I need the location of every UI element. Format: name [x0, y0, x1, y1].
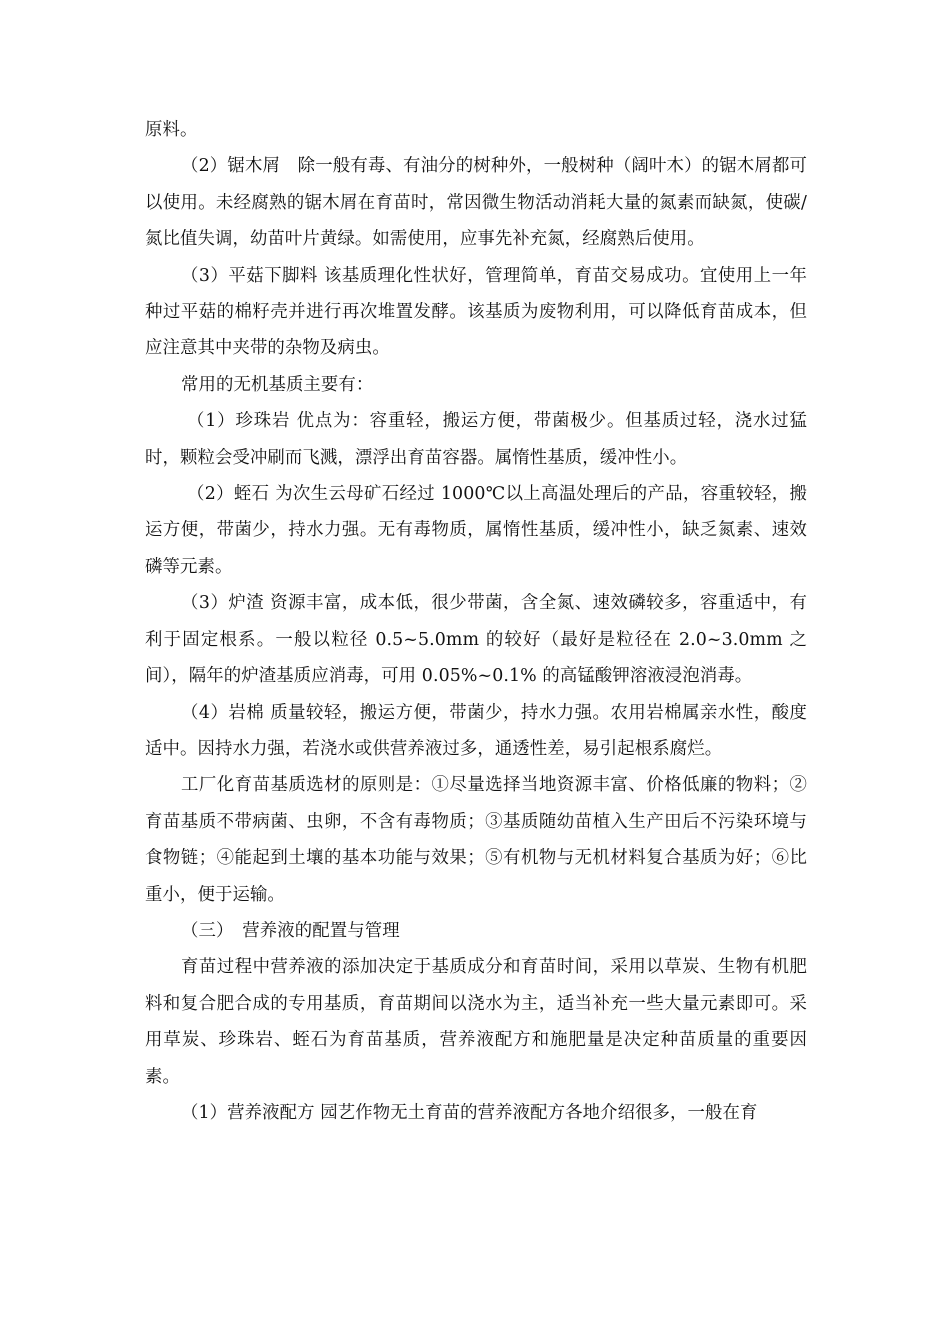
- paragraph-nutrient-formula: （1）营养液配方 园艺作物无土育苗的营养液配方各地介绍很多，一般在育: [181, 1102, 758, 1123]
- paragraph-continuation: 原料。: [145, 120, 198, 140]
- document-page: [145, 112, 807, 1131]
- paragraph-rockwool: （4）岩棉 质量较轻，搬运方便，带菌少，持水力强。农用岩棉属亲水性，酸度适中。因持水力强，若浇水或供营养液过多，通透性差，易引起根系腐烂。: [145, 702, 807, 759]
- paragraph-mushroom-residue: （3）平菇下脚料 该基质理化性状好，管理简单，育苗交易成功。宜使用上一年种过平菇的棉籽壳并进行再次堆置发酵。该基质为废物利用，可以降低育苗成本，但应注意其中夹带的杂物及病虫。: [145, 265, 807, 359]
- paragraph-inorganic-intro: 常用的无机基质主要有：: [181, 374, 374, 395]
- paragraph-sawdust: （2）锯木屑 除一般有毒、有油分的树种外，一般树种（阔叶木）的锯木屑都可以使用。未经腐熟的锯木屑在育苗时，常因微生物活动消耗大量的氮素而缺氮，使碳/氮比值失调，幼苗叶片黄绿。如需使用，应事先补充氮，经腐熟后使用。: [145, 156, 807, 250]
- paragraph-perlite: （1）珍珠岩 优点为：容重轻，搬运方便，带菌极少。但基质过轻，浇水过猛时，颗粒会受冲刷而飞溅，漂浮出育苗容器。属惰性基质，缓冲性小。: [145, 411, 807, 468]
- paragraph-vermiculite: （2）蛭石 为次生云母矿石经过 1000℃以上高温处理后的产品，容重较轻，搬运方便，带菌少，持水力强。无有毒物质，属惰性基质，缓冲性小，缺乏氮素、速效磷等元素。: [145, 484, 807, 577]
- paragraph-selection-principles: 工厂化育苗基质选材的原则是：①尽量选择当地资源丰富、价格低廉的物料；②育苗基质不带病菌、虫卵，不含有毒物质；③基质随幼苗植入生产田后不污染环境与食物链；④能起到土壤的基本功能与效果；⑤有机物与无机材料复合基质为好；⑥比重小，便于运输。: [145, 775, 807, 905]
- section-heading-nutrient-solution: （三） 营养液的配置与管理: [181, 920, 400, 941]
- paragraph-slag: （3）炉渣 资源丰富，成本低，很少带菌，含全氮、速效磷较多，容重适中，有利于固定根系。一般以粒径 0.5~5.0mm 的较好（最好是粒径在 2.0~3.0mm 之间），隔年的炉渣基质应消毒，可用 0.05%~0.1% 的高锰酸钾溶液浸泡消毒。: [145, 593, 807, 687]
- paragraph-nutrient-addition: 育苗过程中营养液的添加决定于基质成分和育苗时间，采用以草炭、生物有机肥料和复合肥合成的专用基质，育苗期间以浇水为主，适当补充一些大量元素即可。采用草炭、珍珠岩、蛭石为育苗基质，营养液配方和施肥量是决定种苗质量的重要因素。: [145, 957, 807, 1087]
